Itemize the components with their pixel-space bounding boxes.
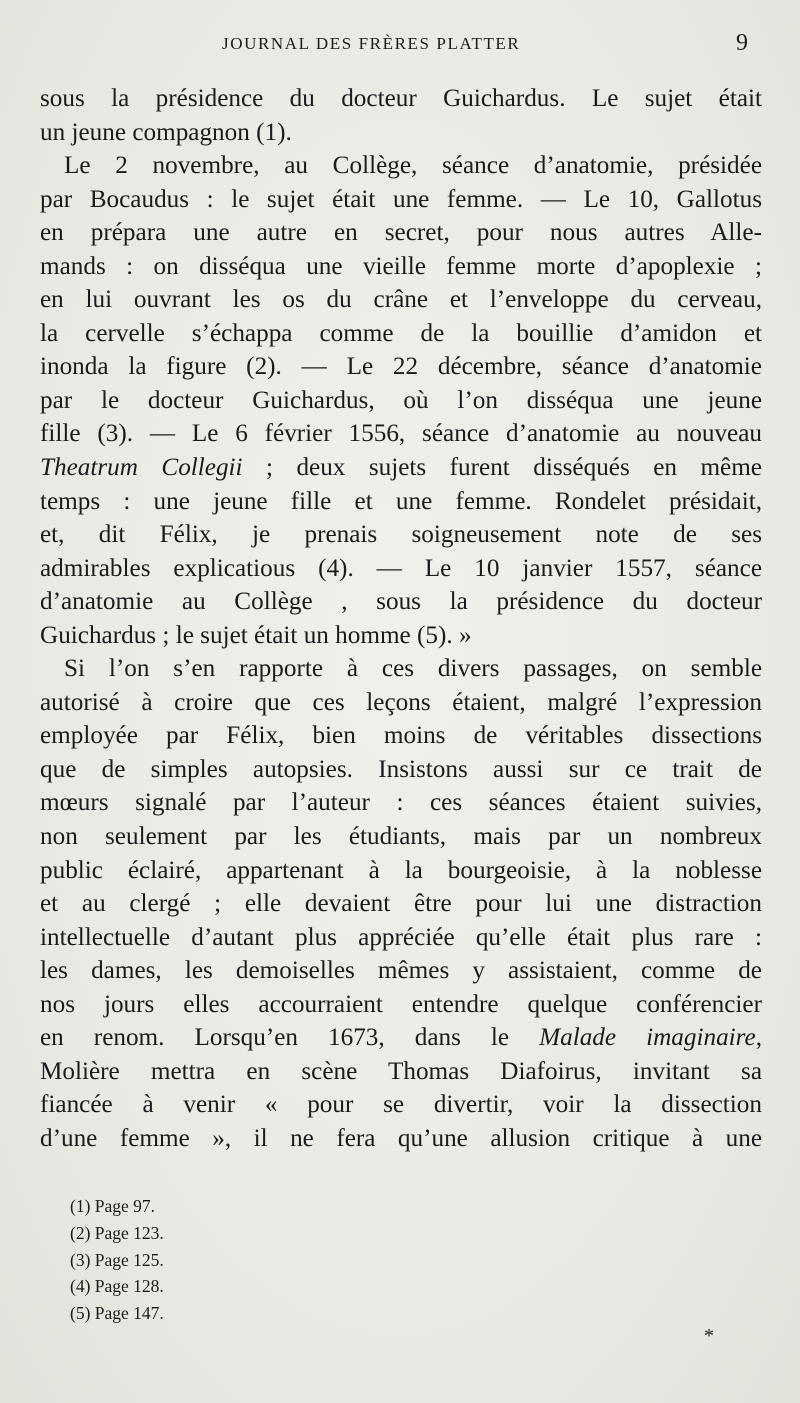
text-line: mœurs signalé par l’auteur : ces séances étaient suivies, <box>40 789 762 817</box>
italic-title-malade: Malade imaginaire <box>539 1024 756 1052</box>
text-line: mands : on disséqua une vieille femme morte d’apoplexie ; <box>40 252 762 280</box>
text-line: par le docteur Guichardus, où l’on disséqua une jeune <box>40 386 762 414</box>
italic-title-theatrum: Theatrum Collegii <box>40 454 243 482</box>
text-line: Si l’on s’en rapporte à ces divers passages, on semble <box>64 655 762 683</box>
text-line: Guichardus ; le sujet était un homme (5). » <box>40 621 472 649</box>
text-line: Theatrum Collegii ; deux sujets furent disséqués en même <box>40 454 762 482</box>
text-line: non seulement par les étudiants, mais par un nombreux <box>40 823 762 851</box>
text-line: les dames, les demoiselles mêmes y assistaient, comme de <box>40 957 762 985</box>
text-line: Molière mettra en scène Thomas Diafoirus, invitant sa <box>40 1057 762 1085</box>
text-line: Le 2 novembre, au Collège, séance d’anatomie, présidée <box>64 152 762 180</box>
text-line: en lui ouvrant les os du crâne et l’enveloppe du cerveau, <box>40 286 762 314</box>
body-text <box>40 82 762 1156</box>
text-line: que de simples autopsies. Insistons aussi sur ce trait de <box>40 755 762 783</box>
text-line: public éclairé, appartenant à la bourgeoisie, à la noblesse <box>40 856 762 884</box>
text-line: nos jours elles accourraient entendre quelque conférencier <box>40 990 762 1018</box>
text-line: la cervelle s’échappa comme de la bouillie d’amidon et <box>40 319 762 347</box>
text-line: autorisé à croire que ces leçons étaient, malgré l’expression <box>40 688 762 716</box>
text-line: d’anatomie au Collège , sous la présidence du docteur <box>40 588 762 616</box>
signature-mark: * <box>704 1325 714 1347</box>
text-line: inonda la figure (2). — Le 22 décembre, séance d’anatomie <box>40 353 762 381</box>
footnote: (1) Page 97. <box>70 1196 156 1216</box>
footnote: (3) Page 125. <box>70 1249 164 1270</box>
text-line: admirables explicatious (4). — Le 10 janvier 1557, séance <box>40 554 762 582</box>
text-line: en prépara une autre en secret, pour nous autres Alle- <box>40 219 762 247</box>
running-title: JOURNAL DES FRÈRES PLATTER <box>222 34 521 53</box>
text-line: fiancée à venir « pour se divertir, voir la dissection <box>40 1091 762 1119</box>
text-line: et au clergé ; elle devaient être pour lui une distraction <box>40 890 762 918</box>
text-line: temps : une jeune fille et une femme. Rondelet présidait, <box>40 487 762 515</box>
text-line: sous la présidence du docteur Guichardus. Le sujet était <box>40 85 762 112</box>
footnotes <box>70 1193 164 1327</box>
text-line: un jeune compagnon (1). <box>40 118 292 146</box>
footnote: (2) Page 123. <box>70 1222 164 1243</box>
footnote: (5) Page 147. <box>70 1303 164 1324</box>
text-line: et, dit Félix, je prenais soigneusement note de ses <box>40 521 762 549</box>
page-number: 9 <box>736 30 748 56</box>
text-line: fille (3). — Le 6 février 1556, séance d’anatomie au nouveau <box>40 420 762 448</box>
text-line: par Bocaudus : le sujet était une femme. — Le 10, Gallotus <box>40 185 762 213</box>
text-line: en renom. Lorsqu’en 1673, dans le Malade imaginaire, <box>40 1024 763 1052</box>
text-line: d’une femme », il ne fera qu’une allusion critique à une <box>40 1124 762 1152</box>
text-line: intellectuelle d’autant plus appréciée qu’elle était plus rare : <box>40 923 762 951</box>
text-line: employée par Félix, bien moins de véritables dissections <box>40 722 762 750</box>
page-header <box>0 30 800 60</box>
footnote: (4) Page 128. <box>70 1276 164 1297</box>
